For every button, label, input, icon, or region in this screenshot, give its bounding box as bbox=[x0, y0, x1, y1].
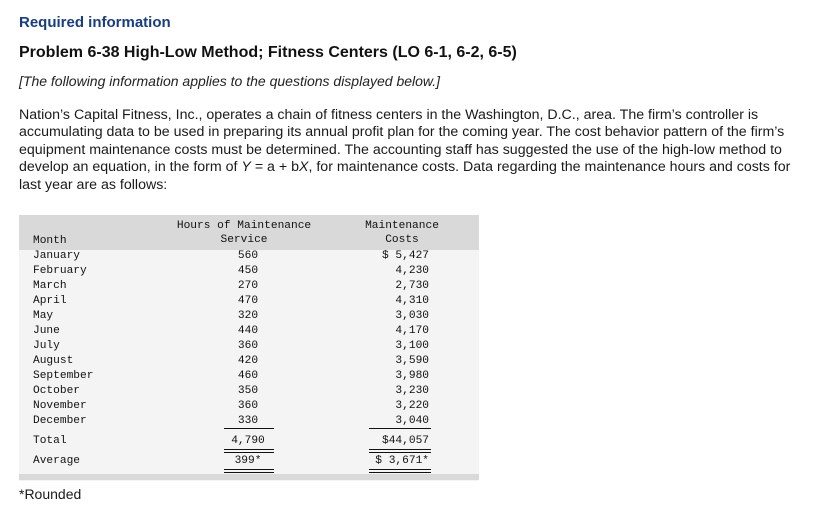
table-row bbox=[19, 399, 479, 414]
problem-description bbox=[19, 107, 809, 194]
hours-cell: 440 bbox=[237, 325, 259, 337]
header-costs bbox=[347, 219, 457, 247]
hours-cell: 270 bbox=[237, 280, 259, 292]
average-cost-double-underline bbox=[369, 469, 431, 473]
average-cost: $ 3,671* bbox=[375, 455, 429, 467]
header-costs-line-1: Maintenance bbox=[365, 220, 439, 232]
month-cell: November bbox=[33, 400, 87, 412]
table-row bbox=[19, 414, 479, 429]
total-cost: $44,057 bbox=[382, 435, 429, 447]
hours-cell: 420 bbox=[237, 355, 259, 367]
intro-note: [The following information applies to the questions displayed below.] bbox=[19, 73, 441, 89]
header-hours-line-1: Hours of Maintenance bbox=[176, 220, 312, 232]
month-cell: August bbox=[33, 355, 74, 367]
subtotal-cost-underline bbox=[369, 428, 431, 429]
average-hours-double-underline bbox=[224, 469, 274, 473]
table-row bbox=[19, 339, 479, 354]
cost-cell: 2,730 bbox=[395, 280, 429, 292]
equation-middle: = a + b bbox=[250, 159, 300, 176]
equation-x: X bbox=[299, 159, 309, 176]
table-row bbox=[19, 324, 479, 339]
month-cell: March bbox=[33, 280, 67, 292]
table-row bbox=[19, 249, 479, 264]
cost-cell: 3,230 bbox=[395, 385, 429, 397]
month-cell: September bbox=[33, 370, 94, 382]
description-part-2: , for maintenance costs. Data regarding the maintenance hours and costs for last year are as follows: bbox=[19, 159, 791, 193]
hours-cell: 350 bbox=[237, 385, 259, 397]
cost-cell: 3,040 bbox=[395, 415, 429, 427]
total-cost-double-underline bbox=[369, 449, 431, 453]
cost-cell: 4,310 bbox=[395, 295, 429, 307]
table-row bbox=[19, 264, 479, 279]
cost-cell: $ 5,427 bbox=[382, 250, 429, 262]
average-row bbox=[19, 454, 479, 469]
total-hours-double-underline bbox=[224, 449, 274, 453]
cost-cell: 3,220 bbox=[395, 400, 429, 412]
hours-cell: 460 bbox=[237, 370, 259, 382]
problem-title: Problem 6-38 High-Low Method; Fitness Centers (LO 6-1, 6-2, 6-5) bbox=[19, 44, 517, 61]
maintenance-data-table bbox=[19, 215, 479, 481]
month-cell: June bbox=[33, 325, 60, 337]
hours-cell: 360 bbox=[237, 340, 259, 352]
month-cell: April bbox=[33, 295, 67, 307]
cost-cell: 3,980 bbox=[395, 370, 429, 382]
table-header bbox=[19, 215, 479, 250]
month-cell: July bbox=[33, 340, 60, 352]
month-cell: December bbox=[33, 415, 87, 427]
total-label: Total bbox=[33, 435, 67, 447]
hours-cell: 330 bbox=[237, 415, 259, 427]
table-row bbox=[19, 294, 479, 309]
average-hours: 399* bbox=[234, 455, 262, 467]
cost-cell: 3,030 bbox=[395, 310, 429, 322]
table-row bbox=[19, 384, 479, 399]
hours-cell: 450 bbox=[237, 265, 259, 277]
description-part-1: Nation’s Capital Fitness, Inc., operates a chain of fitness centers in the Washington, D.C., area. The firm’s controller is accumulating data to be used in preparing its annual profit plan for the coming year. The cost behavior pattern of the firm’s equipment maintenance costs must be determined. The accounting staff has suggested the use of the high-low method to develop an equation, in the form of bbox=[19, 107, 785, 176]
equation-y: Y bbox=[241, 159, 251, 176]
hours-cell: 360 bbox=[237, 400, 259, 412]
table-bottom-bar bbox=[19, 474, 479, 480]
hours-cell: 320 bbox=[237, 310, 259, 322]
average-label: Average bbox=[33, 455, 80, 467]
header-hours-line-2: Service bbox=[220, 234, 268, 246]
footnote: *Rounded bbox=[19, 486, 82, 502]
required-information-label: Required information bbox=[19, 14, 171, 31]
header-hours bbox=[159, 219, 329, 247]
table-row bbox=[19, 369, 479, 384]
hours-cell: 470 bbox=[237, 295, 259, 307]
cost-cell: 3,100 bbox=[395, 340, 429, 352]
table-row bbox=[19, 354, 479, 369]
month-cell: January bbox=[33, 250, 80, 262]
cost-cell: 4,170 bbox=[395, 325, 429, 337]
table-row bbox=[19, 279, 479, 294]
cost-cell: 3,590 bbox=[395, 355, 429, 367]
total-row bbox=[19, 434, 479, 449]
hours-cell: 560 bbox=[237, 250, 259, 262]
table-row bbox=[19, 309, 479, 324]
month-cell: October bbox=[33, 385, 80, 397]
header-month: Month bbox=[33, 235, 67, 247]
total-hours: 4,790 bbox=[231, 435, 265, 447]
cost-cell: 4,230 bbox=[395, 265, 429, 277]
header-costs-line-2: Costs bbox=[385, 234, 419, 246]
month-cell: May bbox=[33, 310, 54, 322]
subtotal-hours-underline bbox=[224, 428, 274, 429]
month-cell: February bbox=[33, 265, 87, 277]
